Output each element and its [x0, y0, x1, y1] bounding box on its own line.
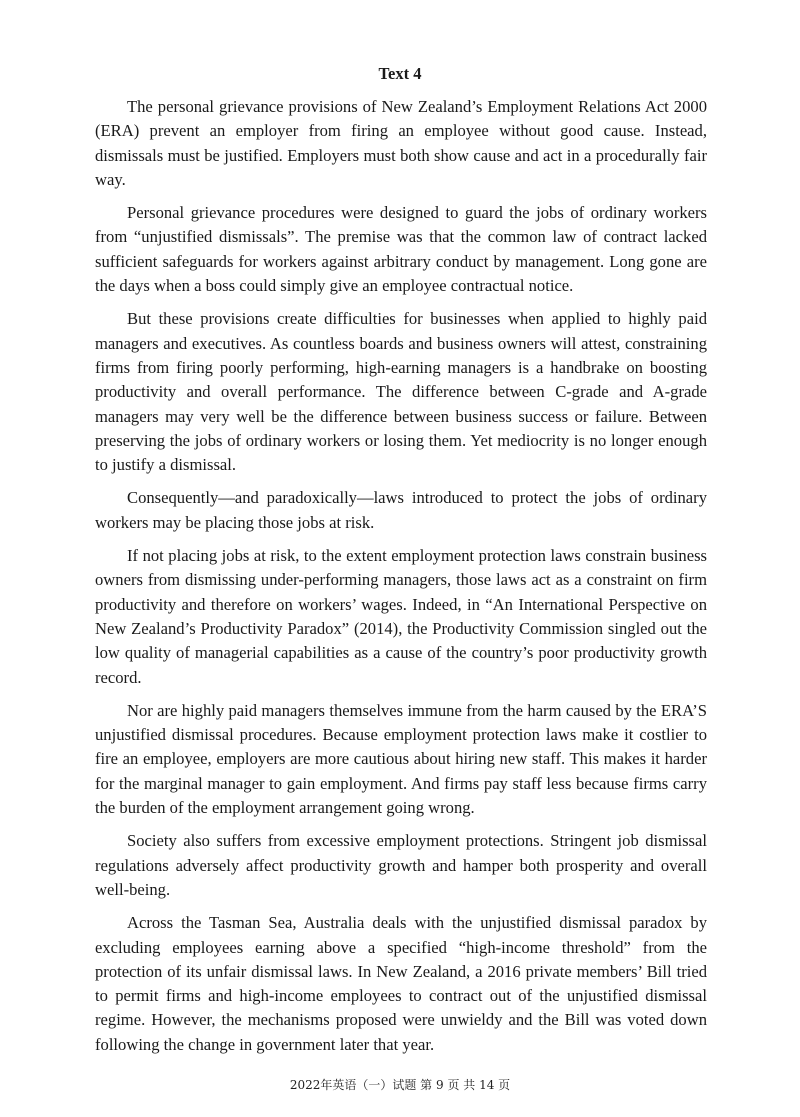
- paragraph: Across the Tasman Sea, Australia deals with the unjustified dismissal paradox by excluding employees earning above a specified “high-income threshold” from the protection of its unfair dismissal laws. In New Zealand, a 2016 private members’ Bill tried to permit firms and high-income employees to contract out of the unjustified dismissal regime. However, the mechanisms proposed were unwieldy and the Bill was voted down following the change in government later that year.: [95, 913, 707, 1054]
- paragraph: Society also suffers from excessive employment protections. Stringent job dismissal regulations adversely affect productivity growth and hamper both prosperity and overall well-being.: [95, 831, 707, 899]
- paragraph: The personal grievance provisions of New Zealand’s Employment Relations Act 2000 (ERA) prevent an employer from firing an employee without good cause. Instead, dismissals must be justified. Employers must both show cause and act in a procedurally fair way.: [95, 97, 707, 189]
- paragraph: Nor are highly paid managers themselves immune from the harm caused by the ERA’S unjustified dismissal procedures. Because employment protection laws make it costlier to fire an employee, employers are more cautious about hiring new staff. This makes it harder for the marginal manager to gain employment. And firms pay staff less because firms carry the burden of the employment arrangement going wrong.: [95, 700, 707, 818]
- paragraph: Consequently—and paradoxically—laws introduced to protect the jobs of ordinary workers may be placing those jobs at risk.: [95, 488, 707, 532]
- paragraph: But these provisions create difficulties for businesses when applied to highly paid managers and executives. As countless boards and business owners will attest, constraining firms from firing poorly performing, high-earning managers is a handbrake on boosting productivity and overall performance. The difference between C-grade and A-grade managers may very well be the difference between business success or failure. Between preserving the jobs of ordinary workers or losing them. Yet mediocrity is no longer enough to justify a dismissal.: [95, 309, 707, 475]
- page-footer: 2022年英语（一）试题 第 9 页 共 14 页: [289, 1078, 511, 1092]
- passage-title: Text 4: [378, 64, 422, 83]
- passage-body: [95, 95, 707, 1066]
- paragraph: If not placing jobs at risk, to the extent employment protection laws constrain business owners from dismissing under-performing managers, those laws act as a constraint on firm productivity and therefore on workers’ wages. Indeed, in “An International Perspective on New Zealand’s Productivity Paradox” (2014), the Productivity Commission singled out the low quality of managerial capabilities as a cause of the country’s poor productivity growth record.: [95, 546, 707, 687]
- paragraph: Personal grievance procedures were designed to guard the jobs of ordinary workers from “unjustified dismissals”. The premise was that the common law of contract lacked sufficient safeguards for workers against arbitrary conduct by management. Long gone are the days when a boss could simply give an employee contractual notice.: [95, 203, 707, 296]
